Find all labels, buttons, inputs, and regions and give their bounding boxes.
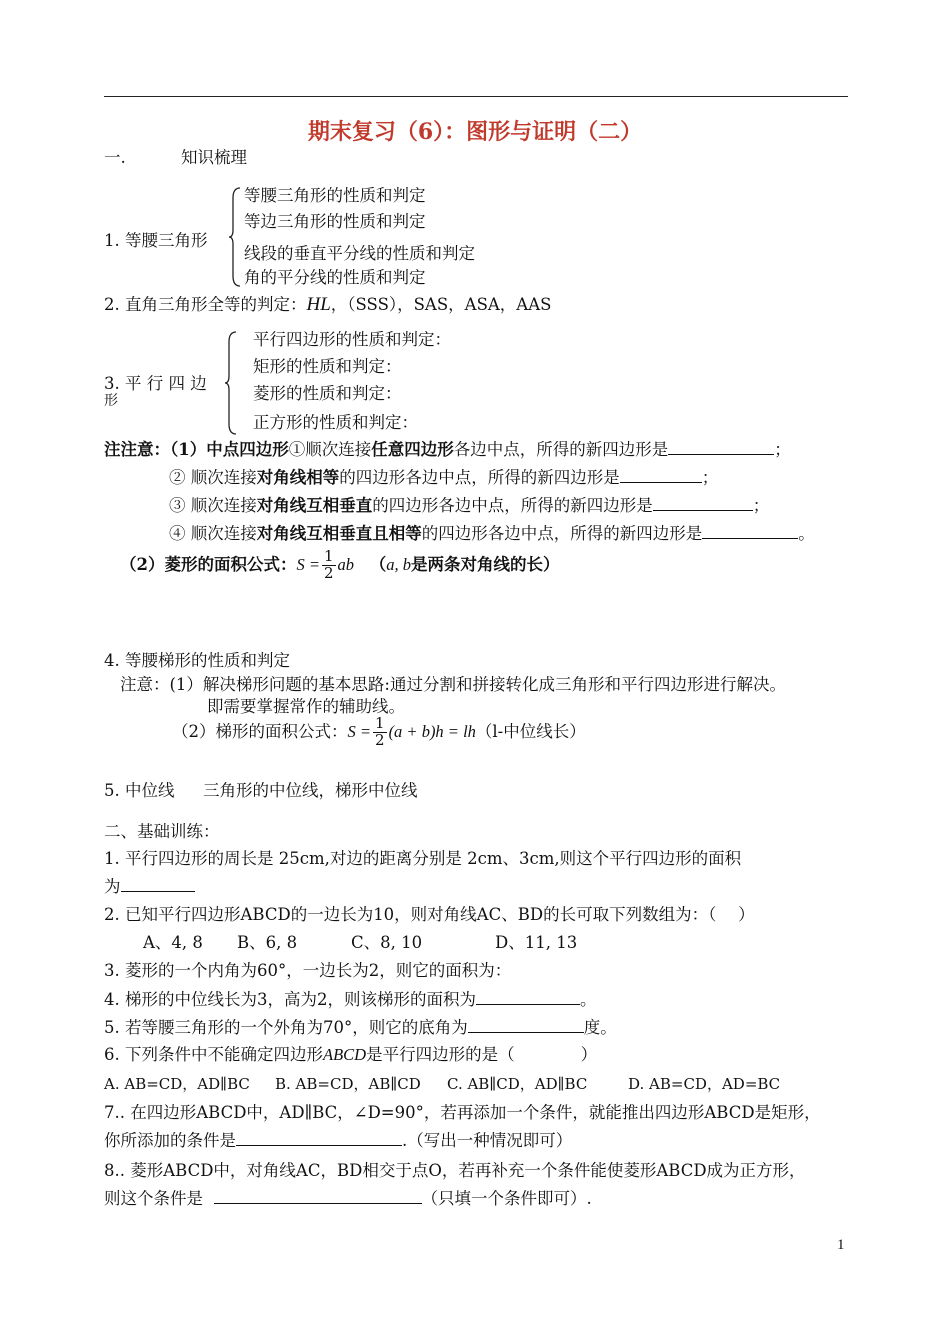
note-1-a: ①顺次连接: [288, 440, 372, 459]
item-5-label: 5. 中位线: [104, 781, 175, 800]
item-4-label: 4. 等腰梯形的性质和判定: [104, 651, 290, 670]
question-7-end: .（写出一种情况即可）: [402, 1131, 573, 1150]
item-1-sub-2: 等边三角形的性质和判定: [244, 212, 426, 231]
item-3-label-a: 3. 平 行 四 边: [104, 374, 207, 393]
item-3-sub-3: 菱形的性质和判定：: [253, 384, 402, 403]
question-6: [104, 1045, 597, 1065]
item-1-sub-3: 线段的垂直平分线的性质和判定: [244, 244, 475, 263]
note-4-c: 的四边形各边中点，所得的新四边形是: [421, 524, 703, 543]
note-3-c: 的四边形各边中点，所得的新四边形是: [372, 496, 653, 515]
question-7-text2: 你所添加的条件是: [104, 1131, 236, 1150]
rhombus-area-s: S =: [296, 554, 320, 574]
question-7-line-2: [104, 1131, 572, 1151]
header-rule: [104, 96, 848, 97]
question-1-text2: 为: [104, 877, 121, 896]
question-6-text-b: 是平行四边形的是（ ）: [366, 1045, 598, 1064]
item-1-label: 1. 等腰三角形: [104, 231, 208, 250]
note-4-end: 。: [798, 524, 815, 543]
question-2-option-c[interactable]: C、8, 10: [351, 933, 423, 952]
note-2: [169, 468, 718, 488]
rhombus-area-vars: a, b: [386, 554, 412, 574]
note-4: [169, 524, 815, 544]
question-8-blank[interactable]: [214, 1189, 422, 1204]
question-8-text2: 则这个条件是: [104, 1189, 203, 1208]
question-1-line-2: [104, 877, 195, 897]
item-4-note-1b: 即需要掌握常作的辅助线。: [207, 697, 405, 716]
question-5-text: 5. 若等腰三角形的一个外角为70°，则它的底角为: [104, 1018, 468, 1037]
question-6-abcd: ABCD: [323, 1045, 367, 1064]
item-2: [104, 294, 551, 317]
rhombus-area-fraction: [322, 549, 336, 582]
question-6-option-d[interactable]: D. AB=CD，AD=BC: [628, 1075, 781, 1093]
trapezoid-area-formula: [172, 716, 586, 749]
note-1: [104, 440, 791, 460]
note-3-a: ③ 顺次连接: [169, 496, 257, 515]
section-1-label: 知识梳理: [181, 148, 247, 167]
question-7-blank[interactable]: [236, 1131, 402, 1146]
question-2-option-a[interactable]: A、4, 8: [143, 933, 203, 952]
section-1-number: 一.: [104, 148, 126, 167]
question-2-option-b[interactable]: B、6, 8: [237, 933, 298, 952]
note-3: [169, 496, 769, 516]
item-4-note-1: 注意：(1）解决梯形问题的基本思路:通过分割和拼接转化成三角形和平行四边形进行解决。: [120, 675, 786, 694]
question-5: [104, 1018, 617, 1038]
item-3-brace-icon: [224, 330, 238, 436]
rhombus-area-ab: ab: [337, 554, 355, 574]
note-2-blank[interactable]: [620, 468, 702, 483]
rhombus-area-paren: （: [369, 554, 387, 574]
note-1-end: ；: [774, 440, 791, 459]
rhombus-area-lead: （2）菱形的面积公式：: [120, 554, 297, 574]
question-6-option-c[interactable]: C. AB∥CD，AD∥BC: [447, 1075, 588, 1093]
note-4-b: 对角线互相垂直且相等: [256, 524, 422, 543]
note-2-end: ；: [701, 468, 719, 487]
note-3-end: ；: [752, 496, 770, 515]
question-4-text: 4. 梯形的中位线长为3，高为2，则该梯形的面积为: [104, 990, 476, 1009]
page-title: 期末复习（6）：图形与证明（二）: [307, 119, 643, 145]
item-2-prefix: 2. 直角三角形全等的判定：: [104, 295, 307, 314]
question-8: 8.. 菱形ABCD中，对角线AC，BD相交于点O，若再补充一个条件能使菱形ABCD成为正方形，: [104, 1161, 806, 1180]
question-8-line-2: [104, 1189, 592, 1209]
note-3-b: 对角线互相垂直: [256, 496, 373, 515]
question-6-option-b[interactable]: B. AB=CD，AB∥CD: [275, 1075, 421, 1093]
question-6-option-a[interactable]: A. AB=CD，AD∥BC: [104, 1075, 250, 1093]
item-3-label-b: 形: [104, 393, 118, 409]
question-3: 3. 菱形的一个内角为60°，一边长为2，则它的面积为：: [104, 961, 512, 980]
rhombus-area-tail: 是两条对角线的长）: [411, 554, 560, 574]
note-2-a: ② 顺次连接: [169, 468, 257, 487]
item-3-sub-2: 矩形的性质和判定：: [253, 357, 402, 376]
trapezoid-area-expr: (a + b)h = lh: [388, 721, 476, 741]
item-3-sub-1: 平行四边形的性质和判定：: [253, 330, 451, 349]
trapezoid-area-num: 1: [375, 714, 385, 732]
section-2-title: 二、基础训练：: [104, 822, 220, 841]
note-3-blank[interactable]: [653, 496, 753, 511]
item-2-rest: ，（SSS），SAS，ASA，AAS: [330, 295, 552, 314]
question-2: 2. 已知平行四边形ABCD的一边长为10，则对角线AC、BD的长可取下列数组为：（ ）: [104, 905, 755, 924]
rhombus-area-formula: [120, 549, 560, 582]
note-1-c: 各边中点，所得的新四边形是: [453, 440, 669, 459]
trapezoid-area-tail: （l-中位线长）: [475, 721, 586, 741]
note-2-b: 对角线相等: [256, 468, 340, 487]
question-1-blank[interactable]: [121, 877, 195, 892]
question-4-end: 。: [579, 990, 597, 1009]
note-4-a: ④ 顺次连接: [169, 524, 257, 543]
item-1-brace-icon: [228, 186, 242, 288]
item-3-sub-4: 正方形的性质和判定：: [253, 413, 418, 432]
rhombus-area-num: 1: [324, 547, 334, 565]
trapezoid-area-s: S =: [347, 721, 372, 741]
page-number: 1: [837, 1237, 845, 1253]
item-1-sub-1: 等腰三角形的性质和判定: [244, 186, 426, 205]
question-7: 7.. 在四边形ABCD中，AD∥BC，∠D=90°，若再添加一个条件，就能推出四边形ABCD是矩形，: [104, 1103, 821, 1122]
question-5-end: 度。: [583, 1018, 617, 1037]
item-1-sub-4: 角的平分线的性质和判定: [244, 268, 426, 287]
trapezoid-area-fraction: [373, 716, 387, 749]
note-4-blank[interactable]: [702, 524, 798, 539]
note-1-b: 任意四边形: [371, 440, 454, 459]
question-1: 1. 平行四边形的周长是 25cm,对边的距离分别是 2cm、3cm,则这个平行四边形的面积: [104, 849, 742, 868]
item-2-hl: HL: [306, 294, 331, 315]
rhombus-area-den: 2: [324, 563, 334, 582]
trapezoid-area-den: 2: [375, 730, 385, 749]
question-6-text-a: 6. 下列条件中不能确定四边形: [104, 1045, 323, 1064]
note-1-lead: 注注意：（1）中点四边形: [104, 440, 289, 459]
question-5-blank[interactable]: [468, 1018, 584, 1033]
trapezoid-area-lead: （2）梯形的面积公式：: [172, 721, 348, 741]
question-8-end: （只填一个条件即可）.: [421, 1189, 592, 1208]
question-2-option-d[interactable]: D、11, 13: [495, 933, 578, 952]
question-4-blank[interactable]: [476, 990, 580, 1005]
note-1-blank[interactable]: [668, 440, 774, 455]
question-4: [104, 990, 596, 1010]
item-5-text: 三角形的中位线，梯形中位线: [203, 781, 418, 800]
note-2-c: 的四边形各边中点，所得的新四边形是: [339, 468, 620, 487]
